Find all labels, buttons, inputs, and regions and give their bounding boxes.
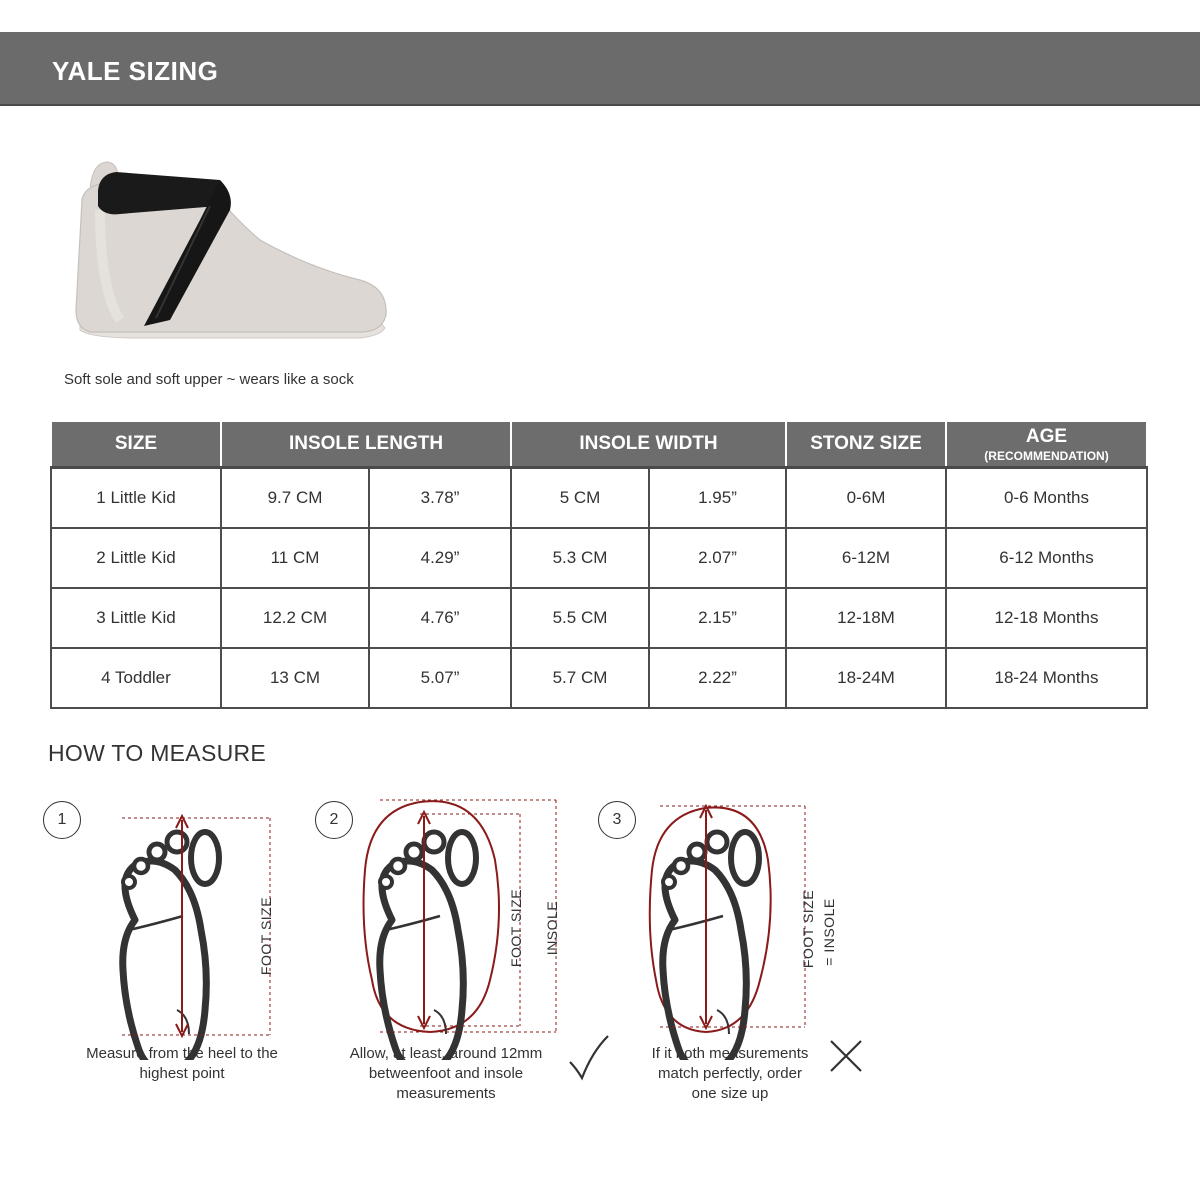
- header-size: SIZE: [51, 421, 221, 468]
- header-age-sub: (RECOMMENDATION): [984, 448, 1109, 463]
- header-age-label: AGE: [1025, 425, 1068, 447]
- cell-length-in: 4.76”: [369, 588, 511, 648]
- cell-stonz: 6-12M: [786, 528, 946, 588]
- foot-size-label-3: FOOT SIZE: [800, 889, 816, 969]
- header-bar: [0, 32, 1200, 106]
- step-2-number: 2: [315, 801, 353, 839]
- cell-stonz: 0-6M: [786, 468, 946, 529]
- cell-length-cm: 11 CM: [221, 528, 369, 588]
- cell-width-in: 1.95”: [649, 468, 786, 529]
- cell-width-cm: 5.3 CM: [511, 528, 649, 588]
- step-2-caption-line: betweenfoot and insole: [368, 1065, 524, 1082]
- cell-size: 3 Little Kid: [51, 588, 221, 648]
- cell-size: 1 Little Kid: [51, 468, 221, 529]
- table-header-row: [51, 421, 1147, 468]
- header-insole-width: INSOLE WIDTH: [511, 421, 786, 468]
- product-caption: Soft sole and soft upper ~ wears like a sock: [64, 371, 354, 388]
- cell-length-cm: 13 CM: [221, 648, 369, 708]
- foot-diagram-1: [122, 816, 270, 1060]
- cell-length-in: 4.29”: [369, 528, 511, 588]
- cell-age: 18-24 Months: [946, 648, 1147, 708]
- header-insole-length: INSOLE LENGTH: [221, 421, 511, 468]
- foot-size-label-1: FOOT SIZE: [258, 896, 274, 976]
- cell-size: 4 Toddler: [51, 648, 221, 708]
- step-2-caption-line: measurements: [396, 1085, 496, 1102]
- table-row: [51, 468, 1147, 529]
- step-1-caption: [62, 1044, 302, 1084]
- cell-width-cm: 5.7 CM: [511, 648, 649, 708]
- size-table: [50, 420, 1148, 709]
- cell-width-in: 2.15”: [649, 588, 786, 648]
- table-row: [51, 588, 1147, 648]
- step-1-caption-line: highest point: [139, 1065, 225, 1082]
- table-row: [51, 528, 1147, 588]
- foot-diagram-2: [364, 800, 556, 1060]
- cell-age: 12-18 Months: [946, 588, 1147, 648]
- cell-age: 0-6 Months: [946, 468, 1147, 529]
- step-1-number: 1: [43, 801, 81, 839]
- cell-length-in: 5.07”: [369, 648, 511, 708]
- cell-age: 6-12 Months: [946, 528, 1147, 588]
- step-3-caption: [620, 1044, 840, 1104]
- cell-width-cm: 5 CM: [511, 468, 649, 529]
- insole-label-2: INSOLE: [544, 900, 560, 956]
- foot-size-label-2: FOOT SIZE: [508, 888, 524, 968]
- page-title: YALE SIZING: [52, 56, 219, 86]
- step-3-number: 3: [598, 801, 636, 839]
- table-row: [51, 648, 1147, 708]
- cell-width-cm: 5.5 CM: [511, 588, 649, 648]
- step-2-caption: [326, 1044, 566, 1104]
- cell-width-in: 2.22”: [649, 648, 786, 708]
- cell-length-in: 3.78”: [369, 468, 511, 529]
- step-3-caption-line: match perfectly, order: [658, 1065, 802, 1082]
- how-to-measure-title: HOW TO MEASURE: [48, 740, 267, 766]
- step-1-caption-line: Measure from the heel to the: [86, 1045, 278, 1062]
- check-icon: [566, 1034, 610, 1082]
- measure-diagrams: [0, 780, 900, 1060]
- cell-length-cm: 12.2 CM: [221, 588, 369, 648]
- cell-size: 2 Little Kid: [51, 528, 221, 588]
- step-3-caption-line: If it both measurements: [651, 1045, 809, 1062]
- cell-width-in: 2.07”: [649, 528, 786, 588]
- cell-length-cm: 9.7 CM: [221, 468, 369, 529]
- shoe-image: [60, 150, 400, 350]
- cross-icon: [828, 1038, 864, 1074]
- cell-stonz: 12-18M: [786, 588, 946, 648]
- header-age: [946, 421, 1147, 468]
- equals-insole-label-3: = INSOLE: [821, 898, 837, 966]
- foot-diagram-3: [650, 806, 805, 1060]
- step-2-caption-line: Allow, at least, around 12mm: [349, 1045, 543, 1062]
- step-3-caption-line: one size up: [691, 1085, 769, 1102]
- header-stonz-size: STONZ SIZE: [786, 421, 946, 468]
- cell-stonz: 18-24M: [786, 648, 946, 708]
